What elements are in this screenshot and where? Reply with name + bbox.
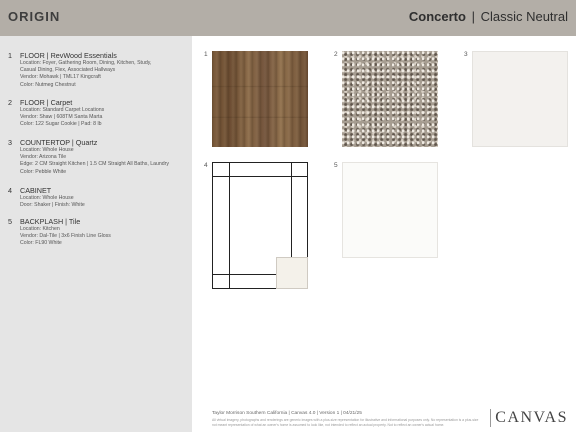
collection-style: Classic Neutral [480, 9, 568, 24]
spec-item-cabinet [8, 186, 190, 209]
spec-title: FLOOR | Carpet [20, 98, 73, 107]
swatch-number: 5 [334, 162, 338, 169]
spec-item-floor-carpet [8, 98, 190, 129]
canvas-logo: CANVAS [490, 409, 568, 427]
collection-title [409, 9, 568, 24]
spec-detail: Color: 122 Sugar Cookie | Pad: 8 lb [20, 121, 102, 128]
swatch-number: 1 [204, 51, 208, 58]
spec-number: 3 [8, 138, 12, 147]
white-tile-swatch [342, 162, 438, 258]
spec-detail: Vendor: Dal-Tile | 3x6 Finish Line Gloss [20, 233, 111, 240]
legal-disclaimer: All virtual imagery, photographs and renderings are generic images with a plus-size representation for illustrative and informational purposes only. No representation is a plus-size not meant representation of what an owner's home is assumed to look like, not intended to reflect an actual property. Not to reflect an owner's actual home. [212, 418, 479, 427]
footer-credit: Taylor Morrison Southern California | Canvas 4.0 | Version 1 | 04/21/25 [212, 411, 362, 416]
carpet-swatch [342, 51, 438, 147]
spec-detail: Vendor: Arizona Tile [20, 154, 67, 161]
spec-title: COUNTERTOP | Quartz [20, 138, 98, 147]
shaker-door-swatch [212, 162, 308, 289]
spec-title: FLOOR | RevWood Essentials [20, 51, 117, 60]
spec-detail: Vendor: Mohawk | TML17 Kingcraft [20, 74, 101, 81]
title-separator: | [471, 9, 475, 24]
swatch-number: 2 [334, 51, 338, 58]
spec-detail: Door: Shaker | Finish: White [20, 202, 85, 209]
cabinet-finish-chip [276, 257, 308, 289]
spec-detail: Casual Dining, Flex, Associated Hallways [20, 67, 116, 74]
header-bar [0, 0, 576, 36]
spec-number: 4 [8, 186, 12, 195]
spec-sidebar [0, 36, 192, 432]
collection-name: Concerto [408, 9, 466, 24]
spec-number: 5 [8, 217, 12, 226]
spec-title: CABINET [20, 186, 52, 195]
spec-detail: Location: Whole House [20, 147, 74, 153]
brand-logo: ORIGIN [8, 9, 61, 24]
spec-number: 2 [8, 98, 12, 107]
spec-title: BACKPLASH | Tile [20, 217, 81, 226]
spec-detail: Edge: 2 CM Straight Kitchen | 1.5 CM Straight All Baths, Laundry [20, 161, 169, 168]
spec-detail: Vendor: Shaw | 608TM Santa Marta [20, 114, 103, 121]
spec-detail: Location: Standard Carpet Locations [20, 107, 105, 113]
quartz-swatch [472, 51, 568, 147]
spec-item-countertop [8, 138, 190, 176]
spec-number: 1 [8, 51, 12, 60]
spec-detail: Location: Kitchen [20, 226, 60, 232]
spec-detail: Color: Pebble White [20, 168, 67, 175]
swatch-number: 3 [464, 51, 468, 58]
spec-item-backsplash [8, 217, 190, 248]
spec-item-floor-wood [8, 51, 190, 89]
spec-detail: Location: Foyer, Gathering Room, Dining, Kitchen, Study, [20, 60, 152, 66]
spec-detail: Color: Nutmeg Chestnut [20, 81, 76, 88]
spec-detail: Location: Whole House [20, 195, 74, 201]
swatch-number: 4 [204, 162, 208, 169]
wood-plank-swatch [212, 51, 308, 147]
spec-detail: Color: FL90 White [20, 240, 62, 247]
